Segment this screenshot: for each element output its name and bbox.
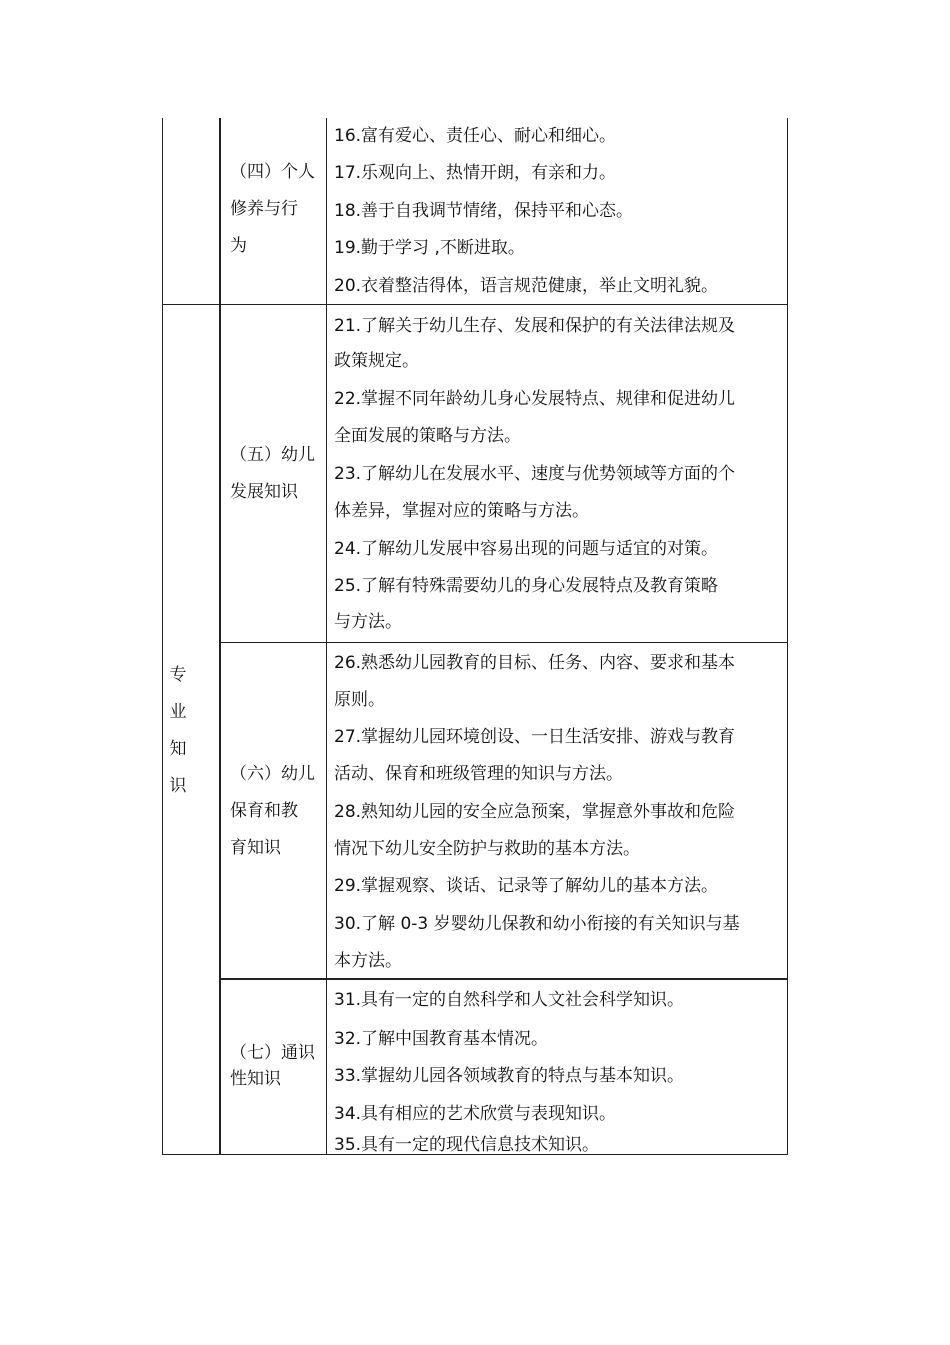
subsection-label-4: （四）个人 修养与行 为 — [230, 162, 315, 256]
item-26b: 原则。 — [334, 690, 385, 710]
subsection-label-5: （五）幼儿 发展知识 — [230, 445, 315, 502]
item-18: 18.善于自我调节情绪，保持平和心态。 — [334, 201, 634, 221]
item-29: 29.掌握观察、谈话、记录等了解幼儿的基本方法。 — [334, 876, 719, 896]
item-17: 17.乐观向上、热情开朗，有亲和力。 — [334, 163, 617, 183]
item-27b: 活动、保育和班级管理的知识与方法。 — [334, 764, 623, 784]
item-28a: 28.熟知幼儿园的安全应急预案，掌握意外事故和危险 — [334, 802, 736, 822]
item-16: 16.富有爱心、责任心、耐心和细心。 — [334, 126, 617, 146]
item-25b: 与方法。 — [334, 612, 402, 632]
table-divider-col1 — [219, 118, 221, 1155]
row-divider-3 — [219, 978, 788, 980]
item-25a: 25.了解有特殊需要幼儿的身心发展特点及教育策略 — [334, 576, 719, 596]
table-divider-col2 — [326, 118, 327, 1155]
item-22b: 全面发展的策略与方法。 — [334, 426, 521, 446]
item-19: 19.勤于学习 ,不断进取。 — [334, 238, 525, 258]
item-23b: 体差异，掌握对应的策略与方法。 — [334, 501, 589, 521]
item-24: 24.了解幼儿发展中容易出现的问题与适宜的对策。 — [334, 539, 719, 559]
item-31: 31.具有一定的自然科学和人文社会科学知识。 — [334, 990, 685, 1010]
item-21b: 政策规定。 — [334, 351, 419, 371]
category-label: 专 业 知 识 — [169, 665, 187, 796]
item-35: 35.具有一定的现代信息技术知识。 — [334, 1135, 600, 1155]
item-22a: 22.掌握不同年龄幼儿身心发展特点、规律和促进幼儿 — [334, 389, 736, 409]
table-border-right — [787, 118, 788, 1155]
subsection-label-6: （六）幼儿 保育和教 育知识 — [230, 764, 315, 858]
item-23a: 23.了解幼儿在发展水平、速度与优势领域等方面的个 — [334, 464, 736, 484]
item-30b: 本方法。 — [334, 951, 402, 971]
item-21a: 21.了解关于幼儿生存、发展和保护的有关法律法规及 — [334, 316, 736, 336]
item-30a: 30.了解 0-3 岁婴幼儿保教和幼小衔接的有关知识与基 — [334, 914, 740, 934]
item-20: 20.衣着整洁得体，语言规范健康，举止文明礼貌。 — [334, 276, 719, 296]
item-32: 32.了解中国教育基本情况。 — [334, 1029, 549, 1049]
item-27a: 27.掌握幼儿园环境创设、一日生活安排、游戏与教育 — [334, 727, 736, 747]
item-33: 33.掌握幼儿园各领域教育的特点与基本知识。 — [334, 1066, 685, 1086]
item-34: 34.具有相应的艺术欣赏与表现知识。 — [334, 1104, 617, 1124]
item-28b: 情况下幼儿安全防护与救助的基本方法。 — [334, 839, 640, 859]
row-divider-2 — [219, 642, 788, 643]
subsection-label-7: （七）通识 性知识 — [230, 1043, 315, 1089]
table-border-left — [162, 118, 163, 1155]
item-26a: 26.熟悉幼儿园教育的目标、任务、内容、要求和基本 — [334, 653, 736, 673]
